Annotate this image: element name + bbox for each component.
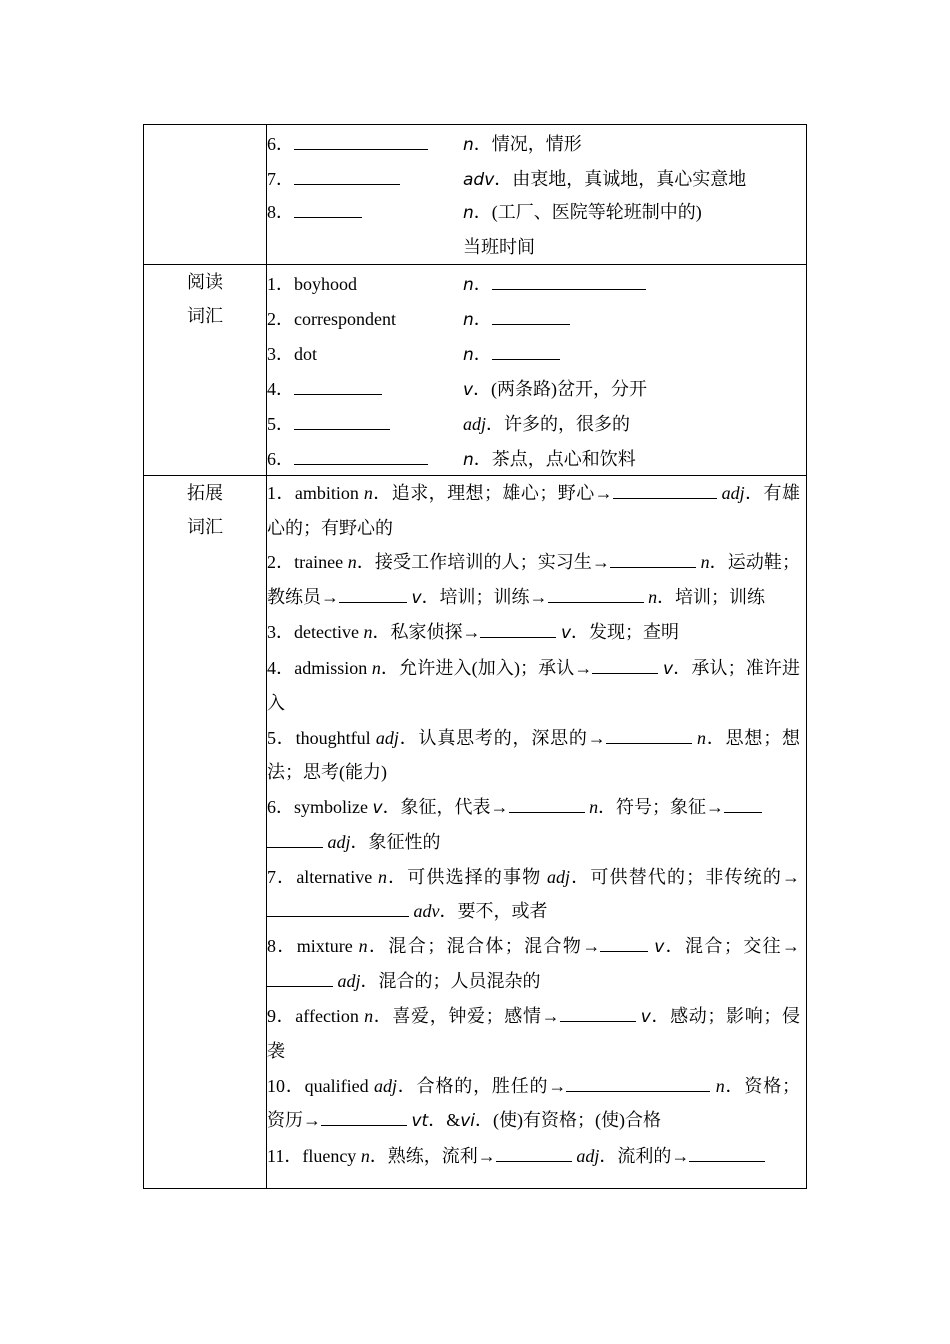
list-item: 1．boyhood n． — [267, 265, 806, 300]
answer-blank[interactable] — [267, 830, 323, 848]
list-item: 5．thoughtful adj．认真思考的，深思的→ n．思想；想法；思考(能力) — [267, 727, 801, 782]
list-item: 8． n．(工厂、医院等轮班制中的) 当班时间 — [267, 202, 702, 257]
category-label: 词汇 — [187, 517, 223, 537]
answer-blank[interactable] — [294, 377, 382, 395]
list-item: 4． v．(两条路)岔开，分开 — [267, 378, 648, 400]
category-label: 阅读 — [187, 272, 223, 292]
list-item: 11．fluency n．熟练，流利→ adj．流利的→ — [267, 1139, 806, 1174]
answer-blank[interactable] — [294, 412, 390, 430]
content-cell — [267, 125, 807, 265]
category-label: 词汇 — [187, 306, 223, 326]
answer-blank[interactable] — [560, 1004, 636, 1022]
list-item: 2．trainee n．接受工作培训的人；实习生→ n．运动鞋；教练员→ v．培训；训练→ n．培训；训练 — [267, 552, 801, 608]
table-row — [144, 125, 807, 265]
list-item: 3．dot n． — [267, 335, 806, 370]
category-cell-reading — [144, 265, 267, 476]
list-item: 6． n．情况，情形 — [267, 133, 582, 155]
answer-blank[interactable] — [294, 200, 362, 218]
list-item: 7． adv．由衷地，真诚地，真心实意地 — [267, 168, 747, 190]
list-item: 9．affection n．喜爱，钟爱；感情→ v．感动；影响；侵袭 — [267, 1005, 801, 1061]
answer-blank[interactable] — [606, 726, 692, 744]
list-item: 8．mixture n．混合；混合体；混合物→ v．混合；交往→ adj．混合的；人员混杂的 — [267, 935, 801, 991]
answer-blank[interactable] — [724, 795, 762, 813]
list-item: 5． adj．许多的，很多的 — [267, 413, 631, 434]
list-item: 1．ambition n．追求，理想；雄心；野心→ adj．有雄心的；有野心的 — [267, 483, 801, 538]
answer-blank[interactable] — [566, 1074, 710, 1092]
answer-blank[interactable] — [492, 307, 570, 325]
vocabulary-table — [143, 124, 807, 1189]
category-cell — [144, 125, 267, 265]
list-item: 6．symbolize v．象征，代表→ n．符号；象征→ adj．象征性的 — [267, 790, 806, 860]
content-cell — [267, 265, 807, 476]
answer-blank[interactable] — [294, 447, 428, 465]
category-cell-extended — [144, 476, 267, 1189]
answer-blank[interactable] — [480, 620, 556, 638]
answer-blank[interactable] — [321, 1108, 407, 1126]
answer-blank[interactable] — [592, 656, 658, 674]
answer-blank[interactable] — [610, 550, 696, 568]
table-row — [144, 476, 807, 1189]
list-item: 2．correspondent n． — [267, 300, 806, 335]
answer-blank[interactable] — [689, 1144, 765, 1162]
answer-blank[interactable] — [267, 969, 333, 987]
answer-blank[interactable] — [294, 132, 428, 150]
content-cell — [267, 476, 807, 1189]
answer-blank[interactable] — [492, 342, 560, 360]
answer-blank[interactable] — [267, 899, 409, 917]
answer-blank[interactable] — [548, 585, 644, 603]
category-label: 拓展 — [187, 483, 223, 503]
answer-blank[interactable] — [613, 481, 717, 499]
table-row — [144, 265, 807, 476]
list-item: 4．admission n．允许进入(加入)；承认→ v．承认；准许进入 — [267, 657, 800, 713]
list-item: 6． n．茶点，点心和饮料 — [267, 448, 636, 470]
answer-blank[interactable] — [509, 795, 585, 813]
answer-blank[interactable] — [294, 167, 400, 185]
answer-blank[interactable] — [496, 1144, 572, 1162]
answer-blank[interactable] — [339, 585, 407, 603]
answer-blank[interactable] — [600, 934, 648, 952]
answer-blank[interactable] — [492, 272, 646, 290]
list-item: 3．detective n．私家侦探→ v．发现；查明 — [267, 622, 680, 643]
list-item: 10．qualified adj．合格的，胜任的→ n．资格；资历→ vt．&vi．(使)有资格；(使)合格 — [267, 1075, 801, 1131]
list-item: 7．alternative n．可供选择的事物 adj．可供替代的；非传统的→ adv．要不，或者 — [267, 866, 800, 921]
